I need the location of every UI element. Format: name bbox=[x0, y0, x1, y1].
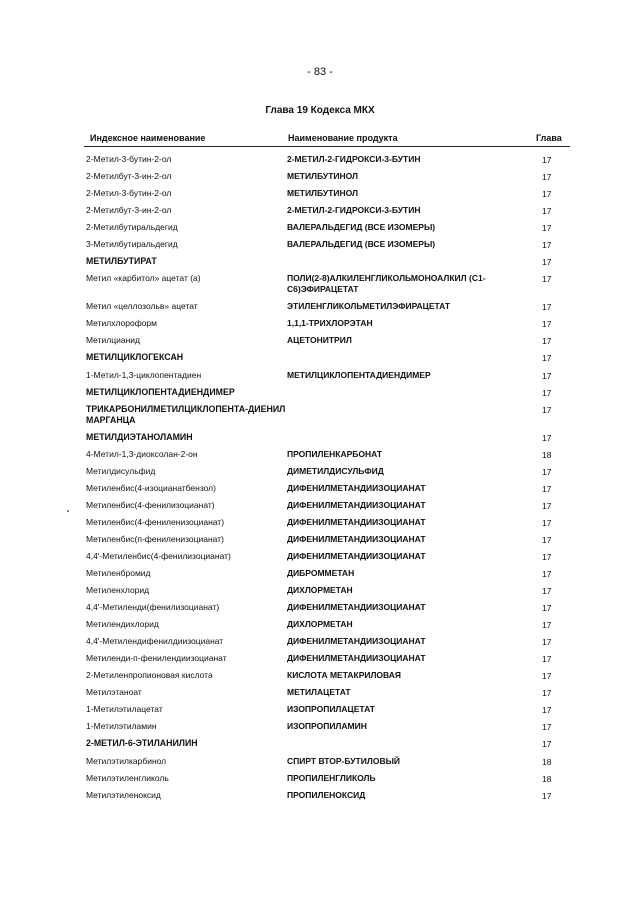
index-name-cell: МЕТИЛДИЭТАНОЛАМИН bbox=[86, 431, 193, 442]
chapter-cell: 17 bbox=[542, 483, 552, 494]
table-row bbox=[84, 600, 570, 617]
chapter-cell: 17 bbox=[542, 387, 552, 398]
chapter-cell: 17 bbox=[542, 603, 552, 614]
chapter-cell: 17 bbox=[542, 432, 552, 443]
chapter-cell: 18 bbox=[542, 756, 552, 767]
table-row bbox=[84, 736, 570, 753]
table-row bbox=[84, 481, 570, 498]
index-name-cell: 3-Метилбутиральдегид bbox=[86, 239, 178, 250]
table-row bbox=[84, 368, 570, 385]
chapter-cell: 17 bbox=[542, 790, 552, 801]
table-row bbox=[84, 385, 570, 402]
index-name-cell: 1-Метил-1,3-циклопентадиен bbox=[86, 369, 202, 380]
chapter-cell: 17 bbox=[542, 240, 552, 251]
index-name-cell: 4,4'-Метиленбис(4-фенилизоцианат) bbox=[86, 550, 231, 561]
chapter-cell: 17 bbox=[542, 637, 552, 648]
table-row bbox=[84, 498, 570, 515]
chapter-cell: 17 bbox=[542, 500, 552, 511]
index-name-cell: 2-Метил-3-бутин-2-ол bbox=[86, 188, 172, 199]
index-name-cell: МЕТИЛЦИКЛОПЕНТАДИЕНДИМЕР bbox=[86, 386, 235, 397]
table-row bbox=[84, 685, 570, 702]
header-rule bbox=[84, 146, 570, 147]
chapter-cell: 17 bbox=[542, 206, 552, 217]
chapter-cell: 17 bbox=[542, 705, 552, 716]
index-name-cell: МЕТИЛЦИКЛОГЕКСАН bbox=[86, 352, 184, 363]
product-name-cell: ВАЛЕРАЛЬДЕГИД (ВСЕ ИЗОМЕРЫ) bbox=[287, 239, 436, 250]
table-row bbox=[84, 754, 570, 771]
chapter-cell: 17 bbox=[542, 155, 552, 165]
index-name-cell: 4,4'-Метиленди(фенилизоцианат) bbox=[86, 602, 220, 613]
index-name-cell: Метилэтиленгликоль bbox=[86, 772, 169, 783]
index-name-cell: Метиленбис(п-фениленизоцианат) bbox=[86, 533, 224, 544]
index-name-cell: Метилэтилкарбинол bbox=[86, 755, 167, 766]
chapter-cell: 17 bbox=[542, 223, 552, 234]
column-header-index-name: Индексное наименование bbox=[90, 133, 206, 143]
index-name-cell: Метилхлороформ bbox=[86, 318, 158, 329]
chapter-cell: 18 bbox=[542, 773, 552, 784]
chapter-cell: 18 bbox=[542, 449, 552, 460]
product-name-cell: МЕТИЛБУТИНОЛ bbox=[287, 188, 359, 199]
product-name-cell: 2-МЕТИЛ-2-ГИДРОКСИ-3-БУТИН bbox=[287, 205, 421, 216]
product-name-cell: СПИРТ ВТОР-БУТИЛОВЫЙ bbox=[287, 755, 401, 766]
chapter-cell: 17 bbox=[542, 466, 552, 477]
product-name-cell: ДИБРОММЕТАН bbox=[287, 567, 355, 578]
index-name-cell: Метилцианид bbox=[86, 335, 140, 346]
table-row bbox=[84, 515, 570, 532]
product-name-cell: ДИФЕНИЛМЕТАНДИИЗОЦИАНАТ bbox=[287, 499, 426, 510]
chapter-cell: 17 bbox=[542, 654, 552, 665]
index-name-cell: 1-Метилэтиламин bbox=[86, 721, 157, 732]
product-name-cell: МЕТИЛБУТИНОЛ bbox=[287, 171, 359, 182]
table-row bbox=[84, 532, 570, 549]
product-name-cell: ПОЛИ(2-8)АЛКИЛЕНГЛИКОЛЬМОНОАЛКИЛ (С1-С6)ЭФИРАЦЕТАТ bbox=[287, 273, 486, 295]
index-name-cell: 2-МЕТИЛ-6-ЭТИЛАНИЛИН bbox=[86, 738, 198, 749]
index-name-cell: МЕТИЛБУТИРАТ bbox=[86, 256, 157, 267]
table-row bbox=[84, 152, 570, 169]
table-row bbox=[84, 203, 570, 220]
table-row bbox=[84, 447, 570, 464]
index-name-cell: 2-Метиленпропионовая кислота bbox=[86, 670, 213, 681]
product-name-cell: ПРОПИЛЕНОКСИД bbox=[287, 789, 366, 800]
product-name-cell: ДИХЛОРМЕТАН bbox=[287, 585, 353, 596]
chapter-cell: 17 bbox=[542, 404, 552, 415]
chapter-cell: 17 bbox=[542, 302, 552, 313]
product-name-cell: ДИФЕНИЛМЕТАНДИИЗОЦИАНАТ bbox=[287, 602, 426, 613]
chapter-cell: 17 bbox=[542, 172, 552, 183]
product-name-cell: ИЗОПРОПИЛАЦЕТАТ bbox=[287, 704, 375, 715]
index-name-cell: Метил «целлозольв» ацетат bbox=[86, 301, 198, 312]
table-row bbox=[84, 788, 570, 805]
table-row bbox=[84, 668, 570, 685]
column-header-product-name: Наименование продукта bbox=[288, 133, 398, 143]
index-name-cell: Метиленди-п-фенилендиизоцианат bbox=[86, 653, 227, 664]
index-name-cell: 1-Метилэтилацетат bbox=[86, 704, 163, 715]
chapter-cell: 17 bbox=[542, 722, 552, 733]
stray-mark bbox=[67, 510, 69, 512]
product-name-cell: ДИФЕНИЛМЕТАНДИИЗОЦИАНАТ bbox=[287, 550, 426, 561]
table-row bbox=[84, 719, 570, 736]
table-row bbox=[84, 316, 570, 333]
chapter-cell: 17 bbox=[542, 353, 552, 364]
chapter-cell: 17 bbox=[542, 586, 552, 597]
table-row bbox=[84, 566, 570, 583]
product-name-cell: ДИХЛОРМЕТАН bbox=[287, 619, 353, 630]
index-name-cell: 2-Метил-3-бутин-2-ол bbox=[86, 154, 172, 164]
product-name-cell: ДИФЕНИЛМЕТАНДИИЗОЦИАНАТ bbox=[287, 533, 426, 544]
index-name-cell: Метилэтаноат bbox=[86, 687, 142, 698]
product-name-cell: ЭТИЛЕНГЛИКОЛЬМЕТИЛЭФИРАЦЕТАТ bbox=[287, 301, 451, 312]
index-name-cell: 2-Метилбут-3-ин-2-ол bbox=[86, 205, 172, 216]
table-row bbox=[84, 169, 570, 186]
index-name-cell: 4-Метил-1,3-диоксолан-2-он bbox=[86, 448, 198, 459]
table-row bbox=[84, 634, 570, 651]
product-name-cell: 1,1,1-ТРИХЛОРЭТАН bbox=[287, 318, 373, 329]
chapter-cell: 17 bbox=[542, 274, 552, 285]
chapter-cell: 17 bbox=[542, 551, 552, 562]
table-row bbox=[84, 617, 570, 634]
chapter-cell: 17 bbox=[542, 620, 552, 631]
table-row bbox=[84, 186, 570, 203]
chapter-cell: 17 bbox=[542, 739, 552, 750]
chapter-cell: 17 bbox=[542, 257, 552, 268]
table-header bbox=[84, 133, 570, 145]
index-name-cell: ТРИКАРБОНИЛМЕТИЛЦИКЛОПЕНТА-ДИЕНИЛ МАРГАНЦА bbox=[86, 403, 286, 425]
table-row bbox=[84, 254, 570, 271]
product-name-cell: КИСЛОТА МЕТАКРИЛОВАЯ bbox=[287, 670, 402, 681]
document-title: Глава 19 Кодекса МКХ bbox=[265, 105, 375, 116]
index-name-cell: 2-Метилбутиральдегид bbox=[86, 222, 178, 233]
table-row bbox=[84, 220, 570, 237]
table-row bbox=[84, 299, 570, 316]
table-row bbox=[84, 402, 570, 430]
table-row bbox=[84, 350, 570, 367]
table-body bbox=[84, 152, 570, 805]
table-row bbox=[84, 651, 570, 668]
product-name-cell: ДИФЕНИЛМЕТАНДИИЗОЦИАНАТ bbox=[287, 653, 426, 664]
index-name-cell: Метиленбис(4-фенилизоцианат) bbox=[86, 499, 215, 510]
product-name-cell: ДИМЕТИЛДИСУЛЬФИД bbox=[287, 465, 384, 476]
product-name-cell: МЕТИЛЦИКЛОПЕНТАДИЕНДИМЕР bbox=[287, 369, 431, 380]
index-name-cell: Метиленбромид bbox=[86, 567, 151, 578]
table-row bbox=[84, 464, 570, 481]
product-name-cell: ДИФЕНИЛМЕТАНДИИЗОЦИАНАТ bbox=[287, 482, 426, 493]
product-name-cell: ПРОПИЛЕНГЛИКОЛЬ bbox=[287, 772, 376, 783]
index-name-cell: Метиленбис(4-изоцианатбензол) bbox=[86, 482, 216, 493]
table-row bbox=[84, 583, 570, 600]
chapter-cell: 17 bbox=[542, 688, 552, 699]
index-name-cell: Метилдисульфид bbox=[86, 465, 156, 476]
product-name-cell: ВАЛЕРАЛЬДЕГИД (ВСЕ ИЗОМЕРЫ) bbox=[287, 222, 436, 233]
table-row bbox=[84, 549, 570, 566]
index-name-cell: Метилендихлорид bbox=[86, 619, 159, 630]
table-row bbox=[84, 333, 570, 350]
chapter-cell: 17 bbox=[542, 534, 552, 545]
table-row bbox=[84, 702, 570, 719]
index-name-cell: Метиленхлорид bbox=[86, 585, 150, 596]
product-name-cell: 2-МЕТИЛ-2-ГИДРОКСИ-3-БУТИН bbox=[287, 154, 421, 164]
chapter-cell: 17 bbox=[542, 336, 552, 347]
product-name-cell: ДИФЕНИЛМЕТАНДИИЗОЦИАНАТ bbox=[287, 516, 426, 527]
product-name-cell: ДИФЕНИЛМЕТАНДИИЗОЦИАНАТ bbox=[287, 636, 426, 647]
chapter-cell: 17 bbox=[542, 319, 552, 330]
table-row bbox=[84, 271, 570, 299]
column-header-chapter: Глава bbox=[536, 133, 562, 143]
index-name-cell: Метил «карбитол» ацетат (а) bbox=[86, 273, 201, 284]
index-name-cell: 2-Метилбут-3-ин-2-ол bbox=[86, 171, 172, 182]
chapter-cell: 17 bbox=[542, 671, 552, 682]
chapter-cell: 17 bbox=[542, 568, 552, 579]
chapter-cell: 17 bbox=[542, 370, 552, 381]
index-name-cell: 4,4'-Метилендифенилдиизоцианат bbox=[86, 636, 224, 647]
table-row bbox=[84, 771, 570, 788]
product-name-cell: МЕТИЛАЦЕТАТ bbox=[287, 687, 351, 698]
product-name-cell: ПРОПИЛЕНКАРБОНАТ bbox=[287, 448, 383, 459]
index-name-cell: Метиленбис(4-фениленизоцианат) bbox=[86, 516, 225, 527]
product-name-cell: АЦЕТОНИТРИЛ bbox=[287, 335, 352, 346]
page-number: - 83 - bbox=[307, 66, 333, 78]
chapter-cell: 17 bbox=[542, 517, 552, 528]
chapter-cell: 17 bbox=[542, 189, 552, 200]
table-row bbox=[84, 237, 570, 254]
index-name-cell: Метилэтиленоксид bbox=[86, 789, 161, 800]
table-row bbox=[84, 430, 570, 447]
product-name-cell: ИЗОПРОПИЛАМИН bbox=[287, 721, 367, 732]
